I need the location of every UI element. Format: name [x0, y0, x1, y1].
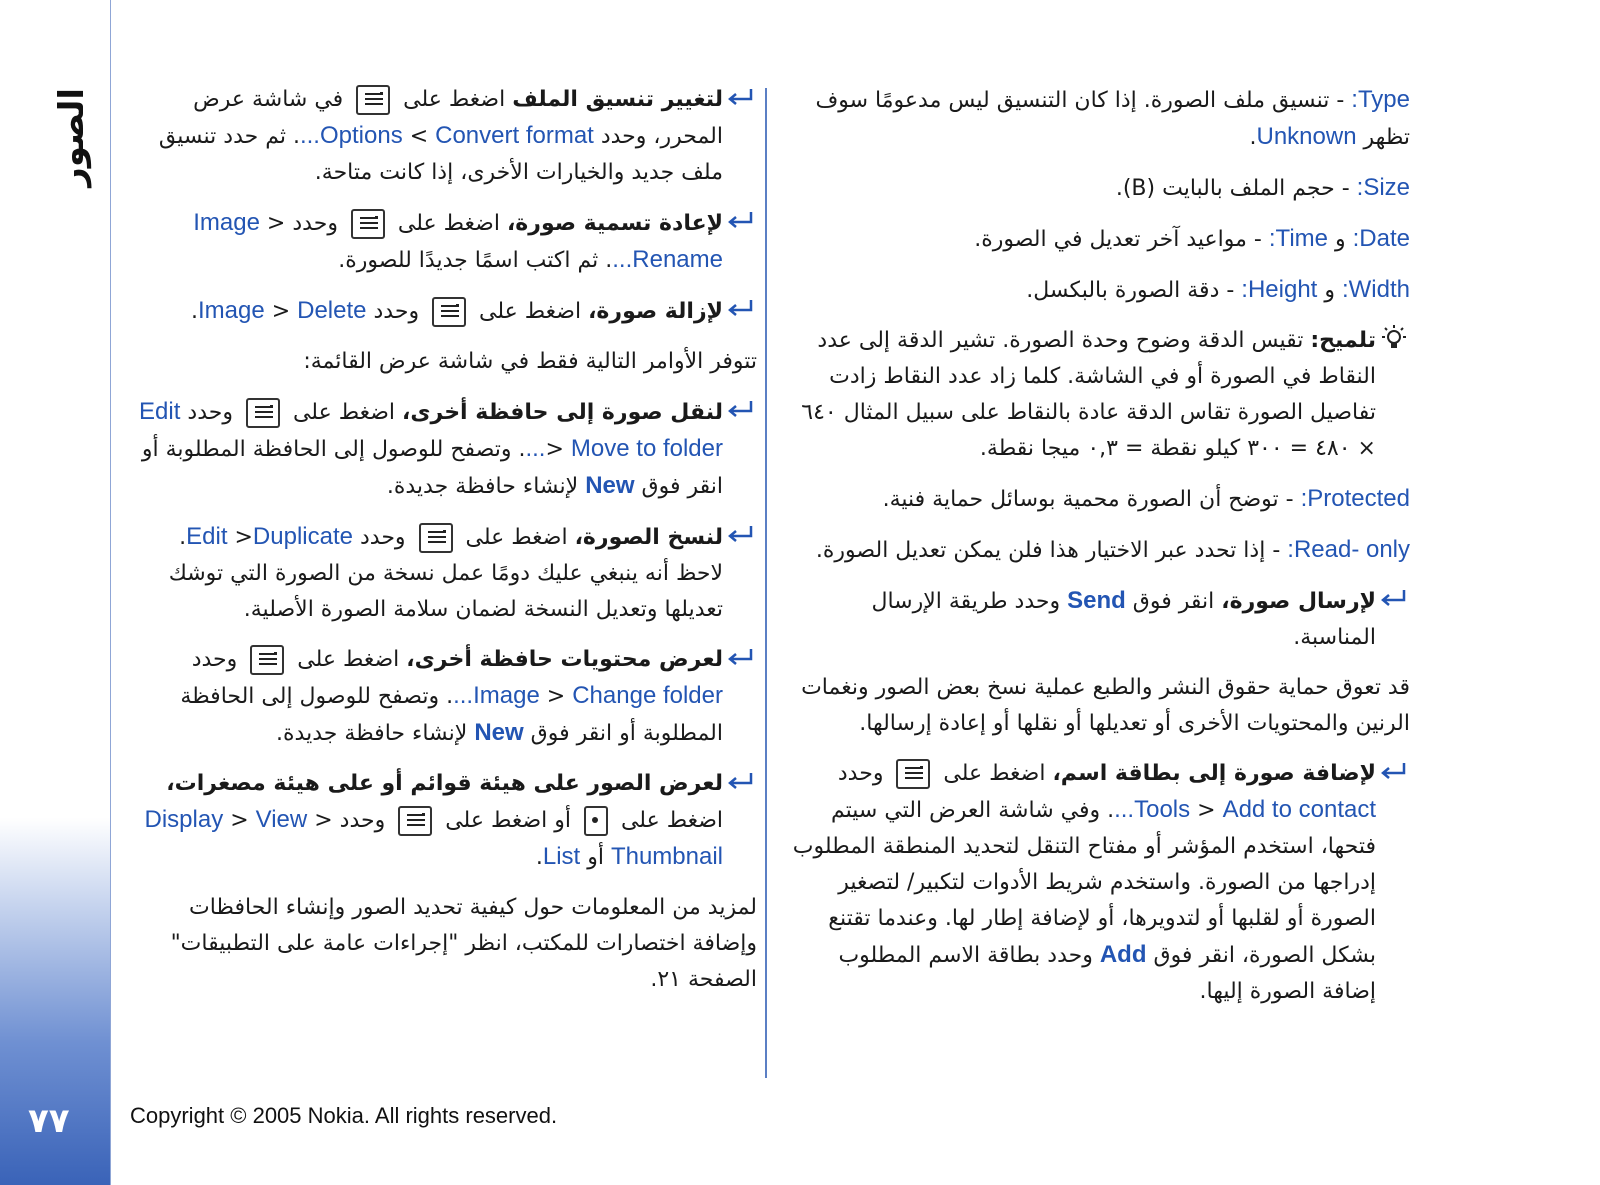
- date-keyword: Date:: [1352, 225, 1410, 252]
- view-keyword: View: [255, 806, 308, 833]
- return-arrow-icon: [1378, 760, 1410, 784]
- contact-end: وحدد بطاقة الاسم المطلوب إضافة الصورة إليها.: [838, 943, 1376, 1004]
- image-keyword: Image: [198, 297, 265, 324]
- width-keyword: Width:: [1341, 276, 1410, 303]
- menu-key-icon: [419, 523, 453, 553]
- width-and: و: [1317, 278, 1342, 303]
- menu-key-icon: [246, 398, 280, 428]
- type-text: - تنسيق ملف الصورة. إذا كان التنسيق ليس مدعومًا سوف تظهر: [815, 88, 1410, 150]
- new-keyword: New: [474, 719, 524, 746]
- contact-and: وحدد: [837, 761, 891, 786]
- duplicate-item: [125, 519, 757, 628]
- left-column: [125, 82, 757, 1012]
- delete-heading: لإزالة صورة،: [588, 299, 723, 324]
- tip-block: [790, 323, 1410, 467]
- joystick-key-icon: [584, 806, 608, 836]
- image-keyword: Image: [473, 682, 540, 709]
- sidebar: [0, 0, 111, 1185]
- thumbnail-gt2: >: [307, 808, 333, 833]
- copyright-note: قد تعوق حماية حقوق النشر والطبع عملية نسخ بعض الصور ونغمات الرنين والمحتويات الأخرى أو تعديلها أو نقلها أو إعادة إرسالها.: [801, 675, 1410, 736]
- tip-label: تلميح:: [1310, 328, 1376, 353]
- type-keyword: Type:: [1351, 86, 1410, 113]
- width-item: [790, 272, 1410, 309]
- duplicate-keyword: Duplicate: [252, 523, 353, 550]
- rename-gt: >: [259, 211, 286, 236]
- thumbnail-keyword: Thumbnail: [610, 843, 723, 870]
- list-keyword: List: [542, 843, 581, 870]
- contact-pre: اضغط على: [936, 761, 1053, 786]
- delete-gt: >: [264, 299, 298, 324]
- view-text: . وتصفح للوصول إلى الحافظة المطلوبة أو انقر فوق: [180, 684, 723, 746]
- thumbnail-gt: >: [223, 808, 256, 833]
- size-text: - حجم الملف بالبايت (B).: [1115, 176, 1357, 201]
- add-to-contact-keyword: Add to contact...: [1114, 796, 1376, 823]
- size-keyword: Size:: [1356, 174, 1410, 201]
- format-heading: لتغيير تنسيق الملف: [512, 87, 723, 112]
- move-end: لإنشاء حافظة جديدة.: [386, 474, 586, 499]
- return-arrow-icon: [725, 646, 757, 670]
- return-arrow-icon: [725, 297, 757, 321]
- thumbnail-or2: أو: [580, 845, 611, 870]
- menu-key-icon: [250, 645, 284, 675]
- rename-end: . ثم اكتب اسمًا جديدًا للصورة.: [338, 248, 613, 273]
- return-arrow-icon: [725, 770, 757, 794]
- more-info-note: لمزيد من المعلومات حول كيفية تحديد الصور وإنشاء الحافظات وإضافة اختصارات للمكتب، انظر "إجراءات عامة على التطبيقات" الصفحة ٢١.: [170, 895, 757, 992]
- tip-text: تقيس الدقة وضوح وحدة الصورة. تشير الدقة إلى عدد النقاط في الصورة أو في الشاشة. كلما زاد عدد النقاط زادت تفاصيل الصورة تقاس الدقة عادة بالنقاط على سبيل المثال ٦٤٠ × ٤٨٠ = ٣٠٠ كيلو نقطة = ٠,٣ ميجا نقطة.: [801, 328, 1376, 461]
- return-arrow-icon: [725, 209, 757, 233]
- readonly-keyword: Read- only:: [1287, 536, 1410, 563]
- view-folder-item: [125, 642, 757, 752]
- rename-keyword: Rename...: [612, 246, 723, 273]
- rename-heading: لإعادة تسمية صورة،: [506, 211, 723, 236]
- delete-and: وحدد: [366, 299, 427, 324]
- protected-item: [790, 481, 1410, 518]
- view-pre: اضغط على: [290, 647, 407, 672]
- column-divider: [765, 88, 767, 1078]
- move-heading: لنقل صورة إلى حافظة أخرى،: [401, 400, 723, 425]
- change-folder-keyword: Change folder...: [453, 682, 723, 709]
- section-title: الصور: [52, 88, 92, 187]
- duplicate-heading: لنسخ الصورة،: [574, 525, 723, 550]
- edit-keyword: Edit: [186, 523, 228, 550]
- format-gt: <: [402, 124, 436, 149]
- menu-key-icon: [398, 806, 432, 836]
- thumbnail-heading: لعرض الصور على هيئة قوائم أو على هيئة مصغرات،: [166, 771, 723, 796]
- duplicate-pre: اضغط على: [458, 525, 575, 550]
- duplicate-and: وحدد: [352, 525, 413, 550]
- tools-keyword: Tools: [1134, 796, 1191, 823]
- delete-end: .: [191, 299, 198, 324]
- contact-heading: لإضافة صورة إلى بطاقة اسم،: [1052, 761, 1376, 786]
- delete-keyword: Delete: [297, 297, 367, 324]
- rename-item: [125, 205, 757, 279]
- thumbnail-item: [125, 766, 757, 876]
- contact-item: [790, 756, 1410, 1010]
- copyright-footer: Copyright © 2005 Nokia. All rights reserved.: [130, 1103, 558, 1128]
- options-keyword: Options: [319, 122, 403, 149]
- move-item: [125, 394, 757, 505]
- move-and: وحدد: [180, 400, 240, 425]
- convert-format-keyword: Convert format...: [299, 122, 594, 149]
- send-keyword: Send: [1067, 587, 1126, 614]
- type-item: Type: - تنسيق ملف الصورة. إذا كان التنسيق ليس مدعومًا سوف تظهر Unknown.: [815, 86, 1410, 150]
- view-end: لإنشاء حافظة جديدة.: [276, 721, 475, 746]
- edit-keyword: Edit: [139, 398, 181, 425]
- rename-and: وحدد: [285, 211, 345, 236]
- new-keyword: New: [585, 472, 635, 499]
- duplicate-end: .: [179, 525, 187, 550]
- display-keyword: Display: [144, 806, 224, 833]
- move-gt: >: [545, 437, 571, 462]
- menu-key-icon: [896, 759, 930, 789]
- date-item: [790, 221, 1410, 258]
- protected-keyword: Protected:: [1300, 485, 1410, 512]
- delete-pre: اضغط على: [472, 299, 589, 324]
- menu-key-icon: [432, 297, 466, 327]
- size-item: [790, 170, 1410, 207]
- send-post: وحدد طريقة الإرسال المناسبة.: [871, 589, 1376, 650]
- duplicate-note: لاحظ أنه ينبغي عليك دومًا عمل نسخة من الصورة التي توشك تعديلها وتعديل النسخة لضمان سلامة الصورة الأصلية.: [168, 561, 723, 622]
- width-text: - دقة الصورة بالبكسل.: [1026, 278, 1242, 303]
- format-item: [125, 82, 757, 191]
- date-text: - مواعيد آخر تعديل في الصورة.: [974, 227, 1269, 252]
- page-number: ٧٧: [28, 1101, 70, 1141]
- unknown-keyword: Unknown: [1256, 123, 1357, 150]
- format-mid: في شاشة عرض المحرر، وحدد: [193, 87, 723, 149]
- lightbulb-tip-icon: [1378, 323, 1410, 355]
- thumbnail-end: .: [535, 845, 543, 870]
- view-folder-heading: لعرض محتويات حافظة أخرى،: [406, 647, 723, 672]
- return-arrow-icon: [725, 523, 757, 547]
- view-gt: >: [539, 684, 573, 709]
- right-column: [790, 82, 1410, 1024]
- time-keyword: Time:: [1268, 225, 1328, 252]
- rename-pre: اضغط على: [390, 211, 507, 236]
- duplicate-gt: >: [227, 525, 253, 550]
- contact-text: . وفي شاشة العرض التي سيتم فتحها، استخدم المؤشر أو مفتاح التنقل لتحديد المنطقة المطلوب إدراجها من الصورة. واستخدم شريط الأدوات لتكبير/ لتصغير الصورة أو لقلبها أو لتدويرها، أو لإضافة إطار لها. وعندما تقتنع بشكل الصورة، انقر فوق: [792, 798, 1376, 968]
- send-heading: لإرسال صورة،: [1221, 589, 1376, 614]
- date-and: و: [1328, 227, 1353, 252]
- list-note: تتوفر الأوامر التالية فقط في شاشة عرض القائمة:: [303, 349, 757, 374]
- thumbnail-and: وحدد: [332, 808, 393, 833]
- delete-item: [125, 293, 757, 330]
- add-keyword: Add: [1099, 941, 1147, 968]
- readonly-item: [790, 532, 1410, 569]
- send-item: [790, 583, 1410, 656]
- contact-gt: >: [1190, 798, 1223, 823]
- thumbnail-or: أو اضغط على: [438, 808, 578, 833]
- move-text: . وتصفح للوصول إلى الحافظة المطلوبة أو انقر فوق: [141, 437, 723, 499]
- menu-key-icon: [356, 85, 390, 115]
- readonly-text: - إذا تحدد عبر الاختيار هذا فلن يمكن تعديل الصورة.: [815, 538, 1288, 563]
- move-pre: اضغط على: [285, 400, 402, 425]
- menu-key-icon: [351, 209, 385, 239]
- format-end: . ثم حدد تنسيق ملف جديد والخيارات الأخرى، إذا كانت متاحة.: [158, 124, 723, 185]
- return-arrow-icon: [725, 86, 757, 110]
- return-arrow-icon: [1378, 587, 1410, 611]
- height-keyword: Height:: [1241, 276, 1318, 303]
- protected-text: - توضح أن الصورة محمية بوسائل حماية فنية.: [882, 487, 1301, 512]
- view-and: وحدد: [191, 647, 245, 672]
- send-pre: انقر فوق: [1125, 589, 1222, 614]
- format-pre: اضغط على: [396, 87, 513, 112]
- return-arrow-icon: [725, 398, 757, 422]
- thumbnail-pre: اضغط على: [613, 808, 723, 833]
- move-to-folder-keyword: Move to folder...: [525, 435, 723, 462]
- image-keyword: Image: [193, 209, 260, 236]
